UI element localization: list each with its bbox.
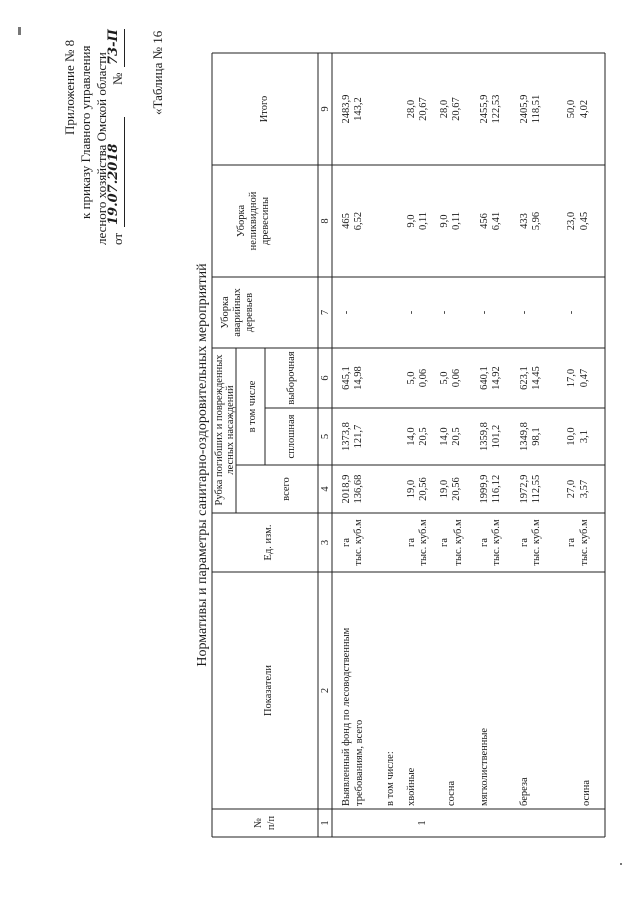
cell-total: 3,57 <box>579 479 590 499</box>
cell-selective: 640,1 <box>479 366 490 390</box>
cell-emergency: - <box>341 310 352 315</box>
cell-grand-total: 122,53 <box>491 94 502 124</box>
col-header-total: всего <box>281 477 292 501</box>
cell-clear: 1373,8 <box>341 422 352 451</box>
cell-illiquid: 433 <box>519 213 530 229</box>
cell-selective: 17,0 <box>566 368 577 388</box>
order-from-word: от <box>110 232 125 245</box>
col-header-including: в том числе <box>247 380 258 433</box>
cell-clear: 14,0 <box>439 427 450 446</box>
cell-illiquid: 9,0 <box>406 214 417 228</box>
col-number: 4 <box>320 486 331 492</box>
order-number-mark: № <box>110 72 125 85</box>
cell-grand-total: 2405,9 <box>519 94 530 124</box>
cell-illiquid: 9,0 <box>439 214 450 228</box>
cell-total: 20,56 <box>418 477 429 501</box>
cell-grand-total: 28,0 <box>439 99 450 119</box>
col-number: 5 <box>320 433 331 440</box>
cell-total: 2018,9 <box>341 474 352 504</box>
cell-total: 112,55 <box>531 474 542 504</box>
row-name: осина <box>581 779 592 806</box>
cell-grand-total: 118,51 <box>531 94 542 124</box>
cell-selective: 5,0 <box>439 371 450 385</box>
row-name: Выявленный фонд по лесоводственным требованиям, всего <box>341 627 365 806</box>
cell-clear: 20,5 <box>418 427 429 446</box>
cell-unit-m3: тыс. куб.м <box>491 519 502 566</box>
cell-unit-m3: тыс. куб.м <box>353 519 364 566</box>
cell-emergency: - <box>439 310 450 315</box>
cell-illiquid: 5,96 <box>531 211 542 231</box>
col-number: 7 <box>320 309 331 316</box>
cell-emergency: - <box>479 310 490 315</box>
col-number: 1 <box>320 820 331 826</box>
col-header-num: № п/п <box>253 815 277 831</box>
col-header-clear: сплошная <box>286 414 297 459</box>
order-date-handwritten: 19.07.2018 <box>106 143 121 225</box>
cell-grand-total: 20,67 <box>418 97 429 121</box>
cell-grand-total: 4,02 <box>579 99 590 119</box>
cell-illiquid: 0,11 <box>451 212 462 230</box>
cell-unit-m3: тыс. куб.м <box>579 519 590 566</box>
col-header-illiquid: Уборка неликвидной древесины <box>236 191 271 251</box>
row-name: хвойные <box>406 767 417 806</box>
table-label: «Таблица № 16 <box>150 30 165 115</box>
col-header-indicators: Показатели <box>263 664 274 717</box>
scan-speck <box>620 863 622 865</box>
cell-grand-total: 2455,9 <box>479 94 490 124</box>
cell-unit-m3: тыс. куб.м <box>418 519 429 566</box>
cell-selective: 623,1 <box>519 366 530 390</box>
scan-speck <box>18 27 21 35</box>
cell-selective: 5,0 <box>406 371 417 385</box>
cell-selective: 0,06 <box>418 368 429 388</box>
cell-total: 20,56 <box>451 477 462 501</box>
cell-selective: 14,98 <box>353 366 364 390</box>
order-number-handwritten: 73-П <box>106 29 121 65</box>
cell-total: 136,68 <box>353 474 364 504</box>
cell-emergency: - <box>566 310 577 315</box>
cell-illiquid: 0,45 <box>579 211 590 231</box>
col-header-emergency: Уборка аварийных деревьев <box>220 288 255 337</box>
cell-illiquid: 0,11 <box>418 212 429 230</box>
cell-selective: 0,47 <box>579 368 590 388</box>
cell-clear: 3,1 <box>579 429 590 444</box>
row-name: мягколиственные <box>479 727 490 806</box>
cell-unit-ha: га <box>519 538 530 547</box>
cell-clear: 14,0 <box>406 427 417 446</box>
col-header-grand-total: Итого <box>259 95 270 123</box>
cell-grand-total: 20,67 <box>451 97 462 121</box>
row-name: береза <box>519 777 530 806</box>
row-num: 1 <box>417 820 428 826</box>
cell-illiquid: 465 <box>341 213 352 229</box>
cell-total: 19,0 <box>439 479 450 499</box>
col-number: 8 <box>320 218 331 224</box>
cell-total: 116,12 <box>491 474 502 504</box>
col-header-felling: Рубка погибших и поврежденных лесных насаждений <box>214 354 236 506</box>
row-name: сосна <box>446 780 457 806</box>
col-number: 6 <box>320 375 331 381</box>
cell-emergency: - <box>406 310 417 315</box>
cell-unit-ha: га <box>341 538 352 547</box>
cell-clear: 10,0 <box>566 427 577 446</box>
cell-grand-total: 143,2 <box>353 97 364 121</box>
cell-total: 1999,9 <box>479 474 490 504</box>
cell-clear: 101,2 <box>491 424 502 449</box>
cell-grand-total: 28,0 <box>406 99 417 119</box>
cell-selective: 14,92 <box>491 366 502 390</box>
cell-emergency: - <box>519 310 530 315</box>
page-title: Нормативы и параметры санитарно-оздоровительных мероприятий <box>195 263 210 667</box>
cell-illiquid: 456 <box>479 213 490 229</box>
cell-illiquid: 23,0 <box>566 211 577 231</box>
cell-clear: 20,5 <box>451 427 462 446</box>
cell-unit-ha: га <box>479 538 490 547</box>
row-name: в том числе: <box>385 751 396 806</box>
col-number: 3 <box>320 539 331 546</box>
cell-unit-ha: га <box>406 538 417 547</box>
cell-total: 19,0 <box>406 479 417 499</box>
cell-total: 1972,9 <box>519 474 530 504</box>
cell-grand-total: 50,0 <box>566 99 577 119</box>
cell-unit-m3: тыс. куб.м <box>531 519 542 566</box>
cell-illiquid: 6,41 <box>491 211 502 231</box>
cell-clear: 1349,8 <box>519 422 530 451</box>
order-line-2: к приказу Главного управления <box>78 45 93 219</box>
cell-clear: 1359,8 <box>479 422 490 451</box>
cell-selective: 14,45 <box>531 366 542 390</box>
appendix-label: Приложение № 8 <box>62 39 77 135</box>
cell-grand-total: 2483,9 <box>341 94 352 124</box>
cell-selective: 0,06 <box>451 368 462 388</box>
cell-unit-ha: га <box>439 538 450 547</box>
cell-clear: 121,7 <box>353 424 364 449</box>
col-header-selective: выборочная <box>286 351 297 405</box>
cell-total: 27,0 <box>566 479 577 499</box>
cell-unit-ha: га <box>566 538 577 547</box>
col-number: 9 <box>320 106 331 112</box>
cell-selective: 645,1 <box>341 366 352 390</box>
col-header-unit: Ед. изм. <box>263 524 274 561</box>
col-number: 2 <box>320 687 331 694</box>
cell-illiquid: 6,52 <box>353 211 364 231</box>
cell-unit-m3: тыс. куб.м <box>453 519 464 566</box>
order-line-3: лесного хозяйства Омской области <box>94 52 109 245</box>
cell-clear: 98,1 <box>531 427 542 446</box>
